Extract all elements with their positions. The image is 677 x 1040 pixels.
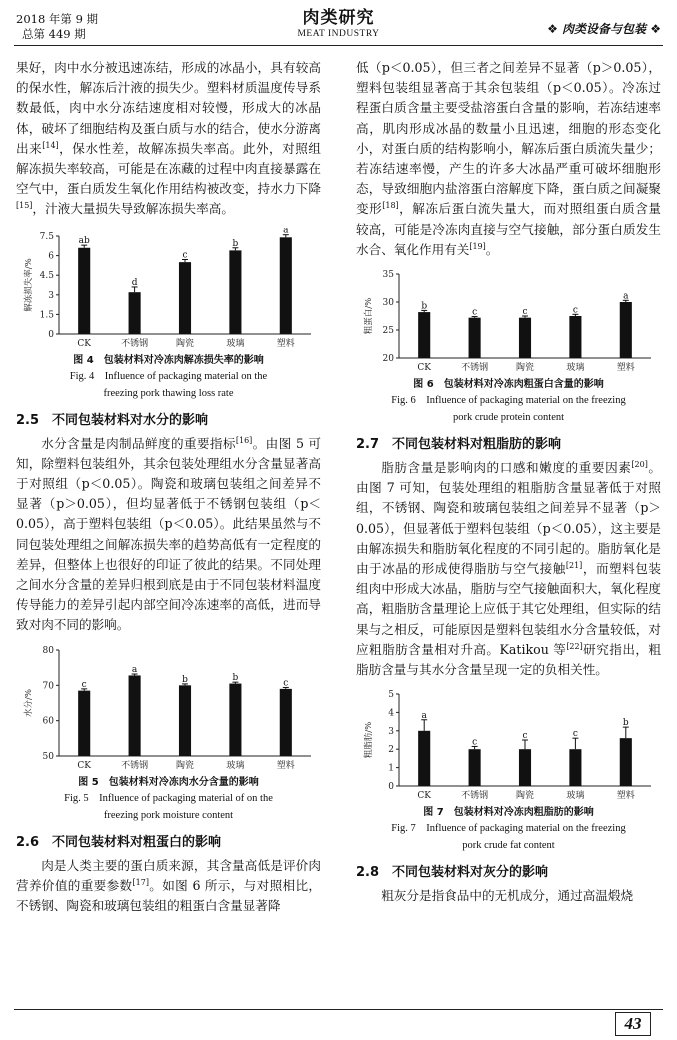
significance-letter: b: [622, 718, 629, 729]
bar: [569, 749, 581, 786]
paragraph-protein-continued: 低（p＜0.05），但三者之间差异不显著（p＞0.05），塑料包装组显著高于其余包装组（p＜0.05）。冷冻过程蛋白质含量主要受盐溶蛋白含量的影响，若冻结速率高，肌肉形成冰晶的数量小且迅速，细胞的形态变化小，对蛋白质的结构影响小，解冻后蛋白质流失量少；若冻结速率慢，产生的许多大冰晶严重可破坏细胞形态，导致细胞内盐溶蛋白溶解度下降，蛋白质之间凝聚变形[18]，解冻后蛋白流失量大，而对照组蛋白质含量较高，可能是冷冻肉直接与空气接触，部分蛋白质发生水合、氧化作用有关[19]。: [356, 60, 661, 257]
bar: [468, 749, 480, 786]
y-axis-label: 粗蛋白/%: [363, 297, 374, 335]
bar: [418, 731, 430, 786]
y-tick-label: 4: [387, 708, 394, 719]
bar: [178, 262, 190, 334]
figure-5: [19, 642, 319, 824]
figure-6-caption-en-1: Fig. 6 Influence of packaging material on the freezing: [391, 395, 626, 407]
figure-4-caption-en-1: Fig. 4 Influence of packaging material on the: [69, 370, 268, 382]
significance-letter: c: [81, 679, 87, 690]
y-tick-label: 3: [387, 727, 394, 738]
figure-5-caption-en-2: freezing pork moisture content: [103, 809, 234, 821]
bar: [468, 318, 480, 358]
significance-letter: c: [282, 678, 288, 689]
y-tick-label: 60: [42, 716, 54, 727]
y-tick-label: 25: [382, 326, 394, 337]
section-2-6-heading: 2.6 不同包装材料对粗蛋白的影响: [16, 834, 222, 850]
footer-rule: [14, 1009, 663, 1010]
figure-6: [359, 266, 659, 426]
bar: [229, 683, 241, 755]
x-tick-label: 玻璃: [565, 363, 584, 374]
chart-fig7: [359, 686, 659, 802]
significance-letter: a: [282, 227, 288, 236]
significance-letter: c: [471, 307, 477, 318]
significance-letter: b: [420, 301, 427, 312]
paragraph-moisture: 水分含量是肉制品鲜度的重要指标[16]。由图 5 可知，除塑料包装组外，其余包装处理组水分含量显著高于对照组（p＜0.05）。陶瓷和玻璃包装组之间差异不显著（p＞0.05），但均显著低于不锈钢包装组（p＜0.05），高于塑料包装组（p＜0.05）。此结果虽然与不同包装处理组之间解冻损失率的趋势高低有一定程度的差异，但整体上也很好的印证了彼此的结果。不同处理之间水分含量的差异归根到底是由于不同包装材料温度传导能力的差异引起内部空间冷冻速率的高低，进而导致对肉不同的影响。: [16, 435, 321, 633]
x-tick-label: 不锈钢: [120, 338, 148, 349]
y-tick-label: 80: [42, 645, 54, 656]
y-axis-label: 粗脂肪/%: [363, 722, 374, 759]
x-tick-label: 不锈钢: [460, 363, 488, 374]
significance-letter: a: [421, 711, 427, 722]
significance-letter: ab: [78, 235, 90, 246]
y-tick-label: 70: [42, 680, 54, 691]
x-tick-label: 塑料: [276, 338, 295, 349]
y-tick-label: 20: [382, 354, 394, 365]
x-tick-label: 玻璃: [565, 791, 584, 802]
x-tick-label: 塑料: [616, 791, 635, 802]
y-tick-label: 1: [387, 763, 394, 774]
figure-7-caption-en-1: Fig. 7 Influence of packaging material on the freezing: [391, 823, 626, 835]
x-tick-label: 陶瓷: [515, 791, 534, 802]
y-tick-label: 2: [387, 745, 394, 756]
figure-7: [359, 686, 659, 854]
x-tick-label: 陶瓷: [175, 760, 194, 771]
x-tick-label: 玻璃: [225, 760, 244, 771]
y-tick-label: 4.5: [39, 270, 54, 281]
paragraph-fat: 脂肪含量是影响肉的口感和嫩度的重要因素[20]。由图 7 可知，包装处理组的粗脂肪含量显著低于对照组，不锈钢、陶瓷和玻璃包装组之间差异不显著（p＞0.05），但显著低于塑料包装组（p＜0.05），这主要是由解冻损失和脂肪氧化程度的不同引起的。脂肪氧化是由于冰晶的形成使得脂肪与空气接触[21]，而塑料包装组肉中形成大冰晶，脂肪与空气接触面积大，氧化程度高，粗脂肪含量理论上应低于其它处理组，但实际的结果与之相反，可能原因是塑料包装组水分含量较低，对应粗脂肪含量相对升高。Katikou 等[22]研究指出，粗脂肪含量与其水分含量呈现一定的负相关性。: [356, 459, 662, 678]
significance-letter: b: [232, 672, 238, 683]
y-axis-label: 水分/%: [23, 688, 34, 717]
significance-letter: c: [521, 307, 528, 318]
bar: [418, 312, 430, 358]
figure-6-caption-en-2: pork crude protein content: [452, 412, 565, 424]
significance-letter: a: [131, 664, 137, 675]
section-2-5-heading: 2.5 不同包装材料对水分的影响: [16, 412, 209, 428]
bar: [279, 689, 291, 756]
figure-6-caption: 图 6 包装材料对冷冻肉粗蛋白含量的影响: [413, 379, 604, 391]
x-tick-label: 不锈钢: [120, 760, 148, 771]
chart-fig4: [19, 228, 319, 350]
section-2-7-heading: 2.7 不同包装材料对粗脂肪的影响: [356, 437, 562, 453]
bar: [279, 237, 291, 334]
x-tick-label: CK: [76, 760, 91, 771]
bar: [178, 685, 190, 756]
x-tick-label: 陶瓷: [515, 363, 534, 374]
bar: [229, 250, 241, 334]
paragraph-ash-start: 粗灰分是指食品中的无机成分，通过高温煅烧: [381, 888, 634, 904]
bar: [518, 318, 530, 358]
figure-7-caption-en-2: pork crude fat content: [462, 840, 555, 852]
significance-letter: b: [232, 238, 238, 249]
significance-letter: c: [471, 737, 477, 748]
significance-letter: c: [181, 250, 188, 261]
figure-5-caption-en-1: Fig. 5 Influence of packaging material of on the: [64, 792, 273, 804]
bar: [619, 302, 631, 358]
significance-letter: c: [572, 729, 578, 740]
journal-logo: 肉类研究: [302, 8, 375, 28]
total-issue: 总第 449 期: [22, 27, 86, 41]
y-tick-label: 1.5: [39, 310, 54, 321]
bar: [78, 247, 90, 333]
x-tick-label: CK: [76, 338, 91, 349]
y-tick-label: 3: [47, 290, 54, 301]
y-tick-label: 7.5: [39, 231, 54, 242]
issue-number: 2018 年第 9 期: [16, 12, 99, 26]
y-tick-label: 0: [47, 329, 54, 340]
y-tick-label: 30: [382, 298, 394, 309]
significance-letter: d: [131, 277, 137, 288]
y-tick-label: 0: [387, 782, 394, 793]
significance-letter: a: [622, 291, 628, 302]
significance-letter: c: [521, 731, 528, 742]
bar: [78, 690, 90, 755]
figure-5-caption: 图 5 包装材料对冷冻肉水分含量的影响: [78, 776, 259, 788]
figure-4: [19, 228, 319, 402]
bar: [128, 675, 140, 756]
paragraph-thawing-discussion: 果好，肉中水分被迅速冻结，形成的冰晶小，具有较高的保水性，解冻后汁液的损失少。塑料材质温度传导系数最低，肉中水分冻结速度相对较慢，形成大的冰晶体，破坏了细胞结构及蛋白质与水的结合，使水分游离出来[14]，保水性差，故解冻损失率高。此外，对照组解冻损失率较高，可能是在冻藏的过程中肉直接暴露在空气中，蛋白质发生氧化作用结构被改变，持水力下降[15]，汁液大量损失导致解冻损失率高。: [16, 60, 321, 217]
figure-4-caption: 图 4 包装材料对冷冻肉解冻损失率的影响: [73, 354, 264, 366]
section-2-8-heading: 2.8 不同包装材料对灰分的影响: [356, 865, 549, 881]
y-tick-label: 35: [382, 270, 394, 281]
x-tick-label: 塑料: [616, 363, 635, 374]
x-tick-label: CK: [416, 363, 431, 374]
significance-letter: b: [181, 674, 188, 685]
y-tick-label: 6: [47, 251, 54, 262]
x-tick-label: 陶瓷: [175, 338, 194, 349]
bar: [619, 738, 631, 786]
x-tick-label: 塑料: [276, 760, 295, 771]
figure-7-caption: 图 7 包装材料对冷冻肉粗脂肪的影响: [423, 807, 594, 819]
bar: [569, 316, 581, 358]
x-tick-label: CK: [416, 791, 431, 802]
right-column: [356, 58, 661, 906]
header-rule: [14, 45, 663, 46]
figure-4-caption-en-2: freezing pork thawing loss rate: [103, 387, 234, 399]
y-axis-label: 解冻损失率/%: [23, 257, 34, 312]
x-tick-label: 玻璃: [225, 338, 244, 349]
chart-fig6: [359, 266, 659, 374]
y-tick-label: 5: [387, 690, 394, 701]
left-column: [16, 58, 321, 916]
x-tick-label: 不锈钢: [460, 791, 488, 802]
page-number: 43: [615, 1012, 651, 1036]
bar: [128, 292, 140, 334]
paragraph-protein-start: 肉是人类主要的蛋白质来源，其含量高低是评价肉营养价值的重要参数[17]。如图 6 所示，与对照相比，不锈钢、陶瓷和玻璃包装组的粗蛋白含量显著降: [16, 857, 321, 914]
significance-letter: c: [572, 305, 578, 316]
y-tick-label: 50: [42, 751, 54, 762]
bar: [518, 749, 530, 786]
chart-fig5: [19, 642, 319, 772]
journal-english-name: MEAT INDUSTRY: [297, 29, 380, 39]
section-label: ❖ 肉类设备与包装 ❖: [547, 22, 661, 36]
